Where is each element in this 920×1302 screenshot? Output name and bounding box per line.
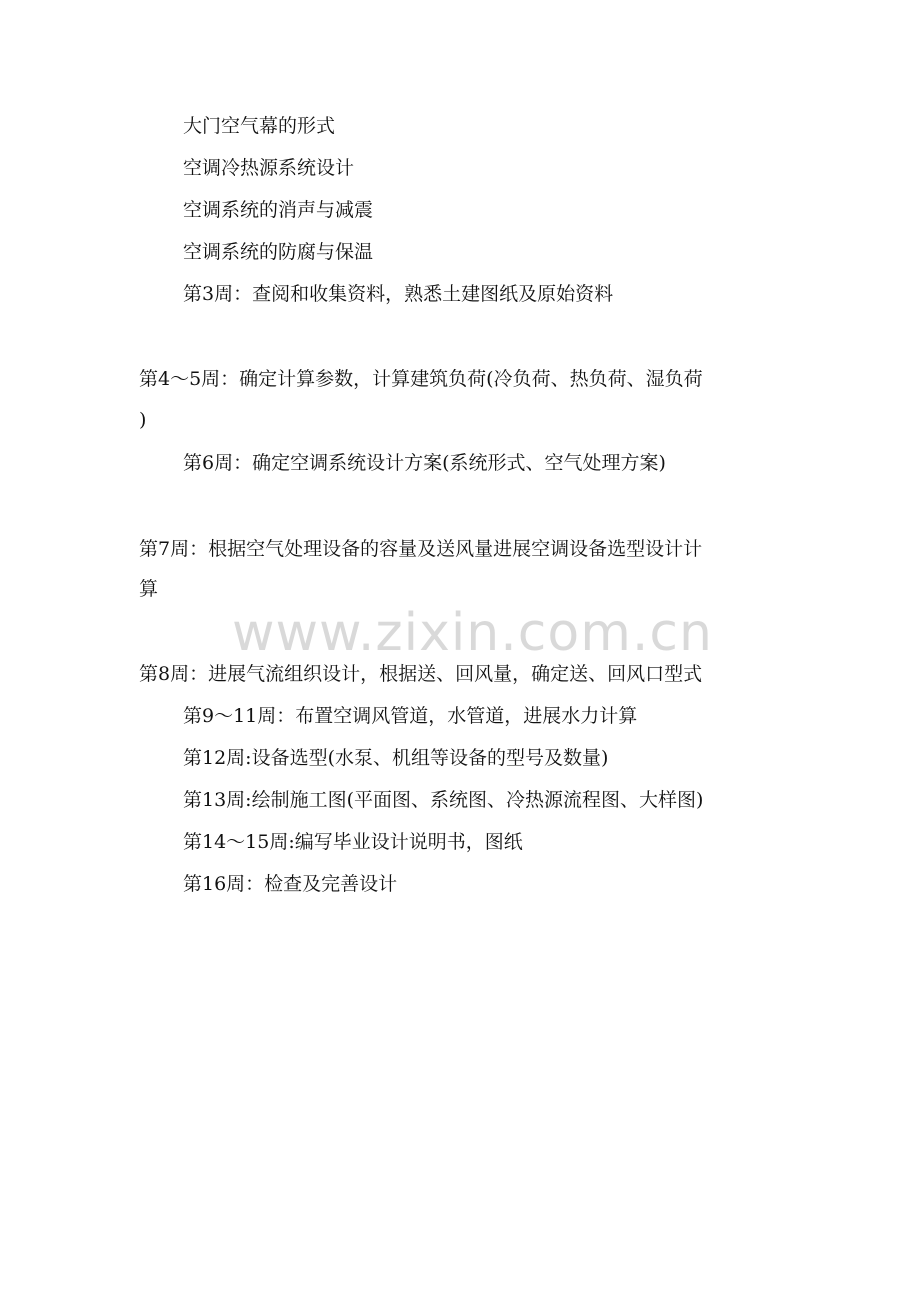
text-line: 第9～11周：布置空调风管道，水管道，进展水力计算 xyxy=(183,705,638,727)
text-line: ) xyxy=(139,409,147,431)
text-line: 算 xyxy=(139,578,159,600)
text-line: 第6周：确定空调系统设计方案(系统形式、空气处理方案) xyxy=(183,452,666,474)
text-line: 第8周：进展气流组织设计，根据送、回风量，确定送、回风口型式 xyxy=(139,663,703,685)
text-line: 第3周：查阅和收集资料，熟悉土建图纸及原始资料 xyxy=(183,283,614,305)
text-line: 第4～5周：确定计算参数，计算建筑负荷(冷负荷、热负荷、湿负荷 xyxy=(139,368,703,390)
text-line: 第16周：检查及完善设计 xyxy=(183,873,398,895)
text-line: 空调冷热源系统设计 xyxy=(183,157,355,179)
text-line: 第14～15周:编写毕业设计说明书，图纸 xyxy=(183,831,523,853)
text-line: 空调系统的防腐与保温 xyxy=(183,241,374,263)
watermark: www.zixin.com.cn xyxy=(232,603,713,663)
text-line: 第7周：根据空气处理设备的容量及送风量进展空调设备选型设计计 xyxy=(139,538,703,560)
text-line: 第12周:设备选型(水泵、机组等设备的型号及数量) xyxy=(183,747,609,769)
text-line: 大门空气幕的形式 xyxy=(183,115,336,137)
text-line: 空调系统的消声与减震 xyxy=(183,199,374,221)
text-line: 第13周:绘制施工图(平面图、系统图、冷热源流程图、大样图) xyxy=(183,789,704,811)
